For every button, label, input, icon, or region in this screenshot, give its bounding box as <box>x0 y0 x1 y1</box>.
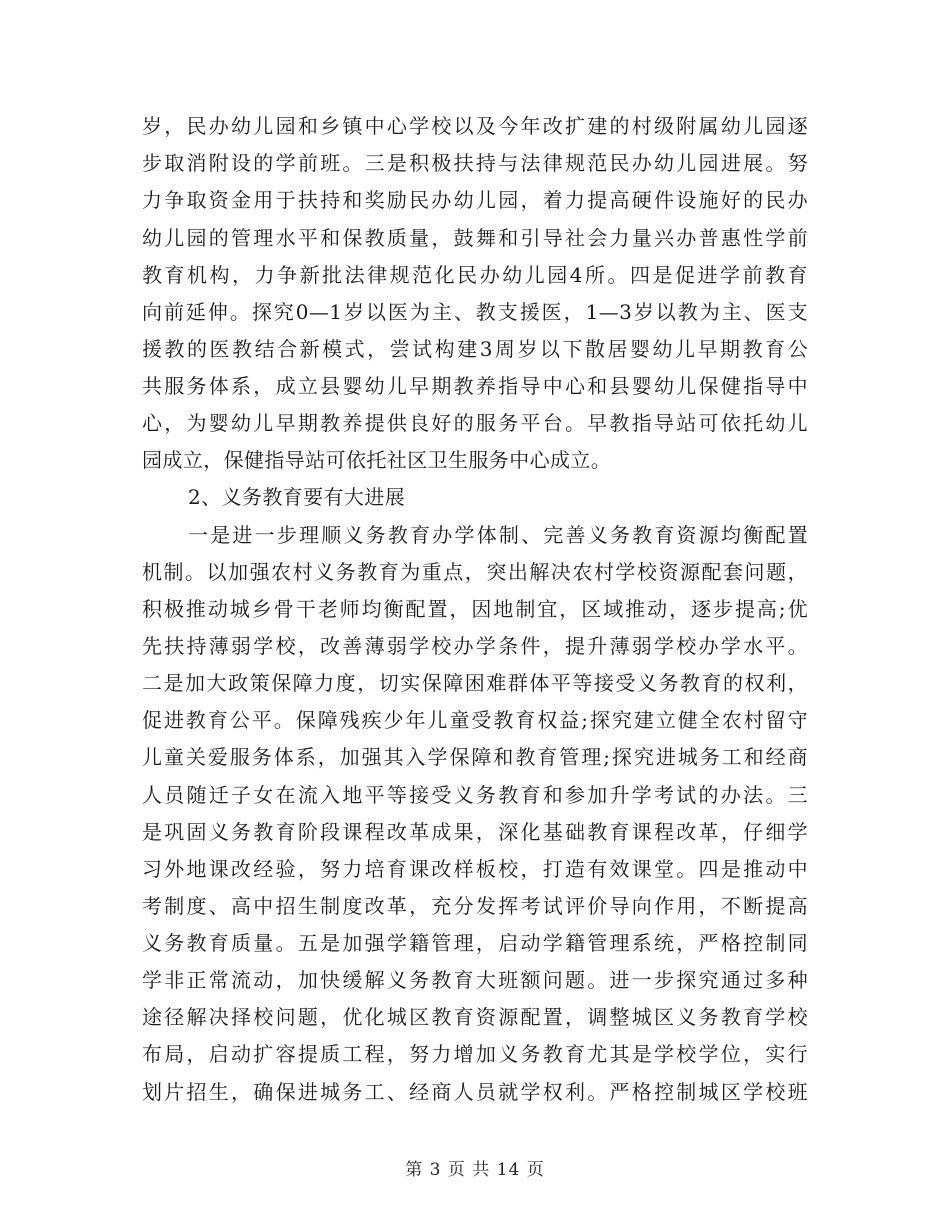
body-line: 二是加大政策保障力度，切实保障困难群体平等接受义务教育的权利， <box>142 671 808 695</box>
body-line: 义务教育质量。五是加强学籍管理，启动学籍管理系统，严格控制同 <box>142 931 808 955</box>
body-line: 岁，民办幼儿园和乡镇中心学校以及今年改扩建的村级附属幼儿园逐 <box>142 114 808 138</box>
body-line: 习外地课改经验，努力培育课改样板校，打造有效课堂。四是推动中 <box>142 857 808 881</box>
body-line: 向前延伸。探究0—1岁以医为主、教支援医，1—3岁以教为主、医支 <box>142 300 808 324</box>
body-line: 促进教育公平。保障残疾少年儿童受教育权益;探究建立健全农村留守 <box>142 708 808 732</box>
body-line: 援教的医教结合新模式，尝试构建3周岁以下散居婴幼儿早期教育公 <box>142 337 808 361</box>
body-line: 划片招生，确保进城务工、经商人员就学权利。严格控制城区学校班 <box>142 1080 808 1104</box>
body-line: 儿童关爱服务体系，加强其入学保障和教育管理;探究进城务工和经商 <box>142 745 808 769</box>
body-line: 力争取资金用于扶持和奖励民办幼儿园，着力提高硬件设施好的民办 <box>142 188 808 212</box>
body-line: 途径解决择校问题，优化城区教育资源配置，调整城区义务教育学校 <box>142 1005 808 1029</box>
body-line: 学非正常流动，加快缓解义务教育大班额问题。进一步探究通过多种 <box>142 968 808 992</box>
body-line: 机制。以加强农村义务教育为重点，突出解决农村学校资源配套问题， <box>142 560 808 584</box>
body-line: 考制度、高中招生制度改革，充分发挥考试评价导向作用，不断提高 <box>142 894 808 918</box>
body-line: 是巩固义务教育阶段课程改革成果，深化基础教育课程改革，仔细学 <box>142 820 808 844</box>
page-number-footer: 第 3 页 共 14 页 <box>405 1160 545 1180</box>
body-line: 园成立，保健指导站可依托社区卫生服务中心成立。 <box>142 448 612 472</box>
body-line: 幼儿园的管理水平和保教质量，鼓舞和引导社会力量兴办普惠性学前 <box>142 226 808 250</box>
body-line: 步取消附设的学前班。三是积极扶持与法律规范民办幼儿园进展。努 <box>142 151 808 175</box>
section-heading: 2、义务教育要有大进展 <box>188 485 406 509</box>
body-line: 积极推动城乡骨干老师均衡配置，因地制宜，区域推动，逐步提高;优 <box>142 597 808 621</box>
body-line: 先扶持薄弱学校，改善薄弱学校办学条件，提升薄弱学校办学水平。 <box>142 634 808 658</box>
body-line: 一是进一步理顺义务教育办学体制、完善义务教育资源均衡配置 <box>188 523 808 547</box>
body-line: 人员随迁子女在流入地平等接受义务教育和参加升学考试的办法。三 <box>142 783 808 807</box>
body-line: 心，为婴幼儿早期教养提供良好的服务平台。早教指导站可依托幼儿 <box>142 411 808 435</box>
body-line: 教育机构，力争新批法律规范化民办幼儿园4所。四是促进学前教育 <box>142 263 808 287</box>
body-line: 共服务体系，成立县婴幼儿早期教养指导中心和县婴幼儿保健指导中 <box>142 374 808 398</box>
body-line: 布局，启动扩容提质工程，努力增加义务教育尤其是学校学位，实行 <box>142 1042 808 1066</box>
